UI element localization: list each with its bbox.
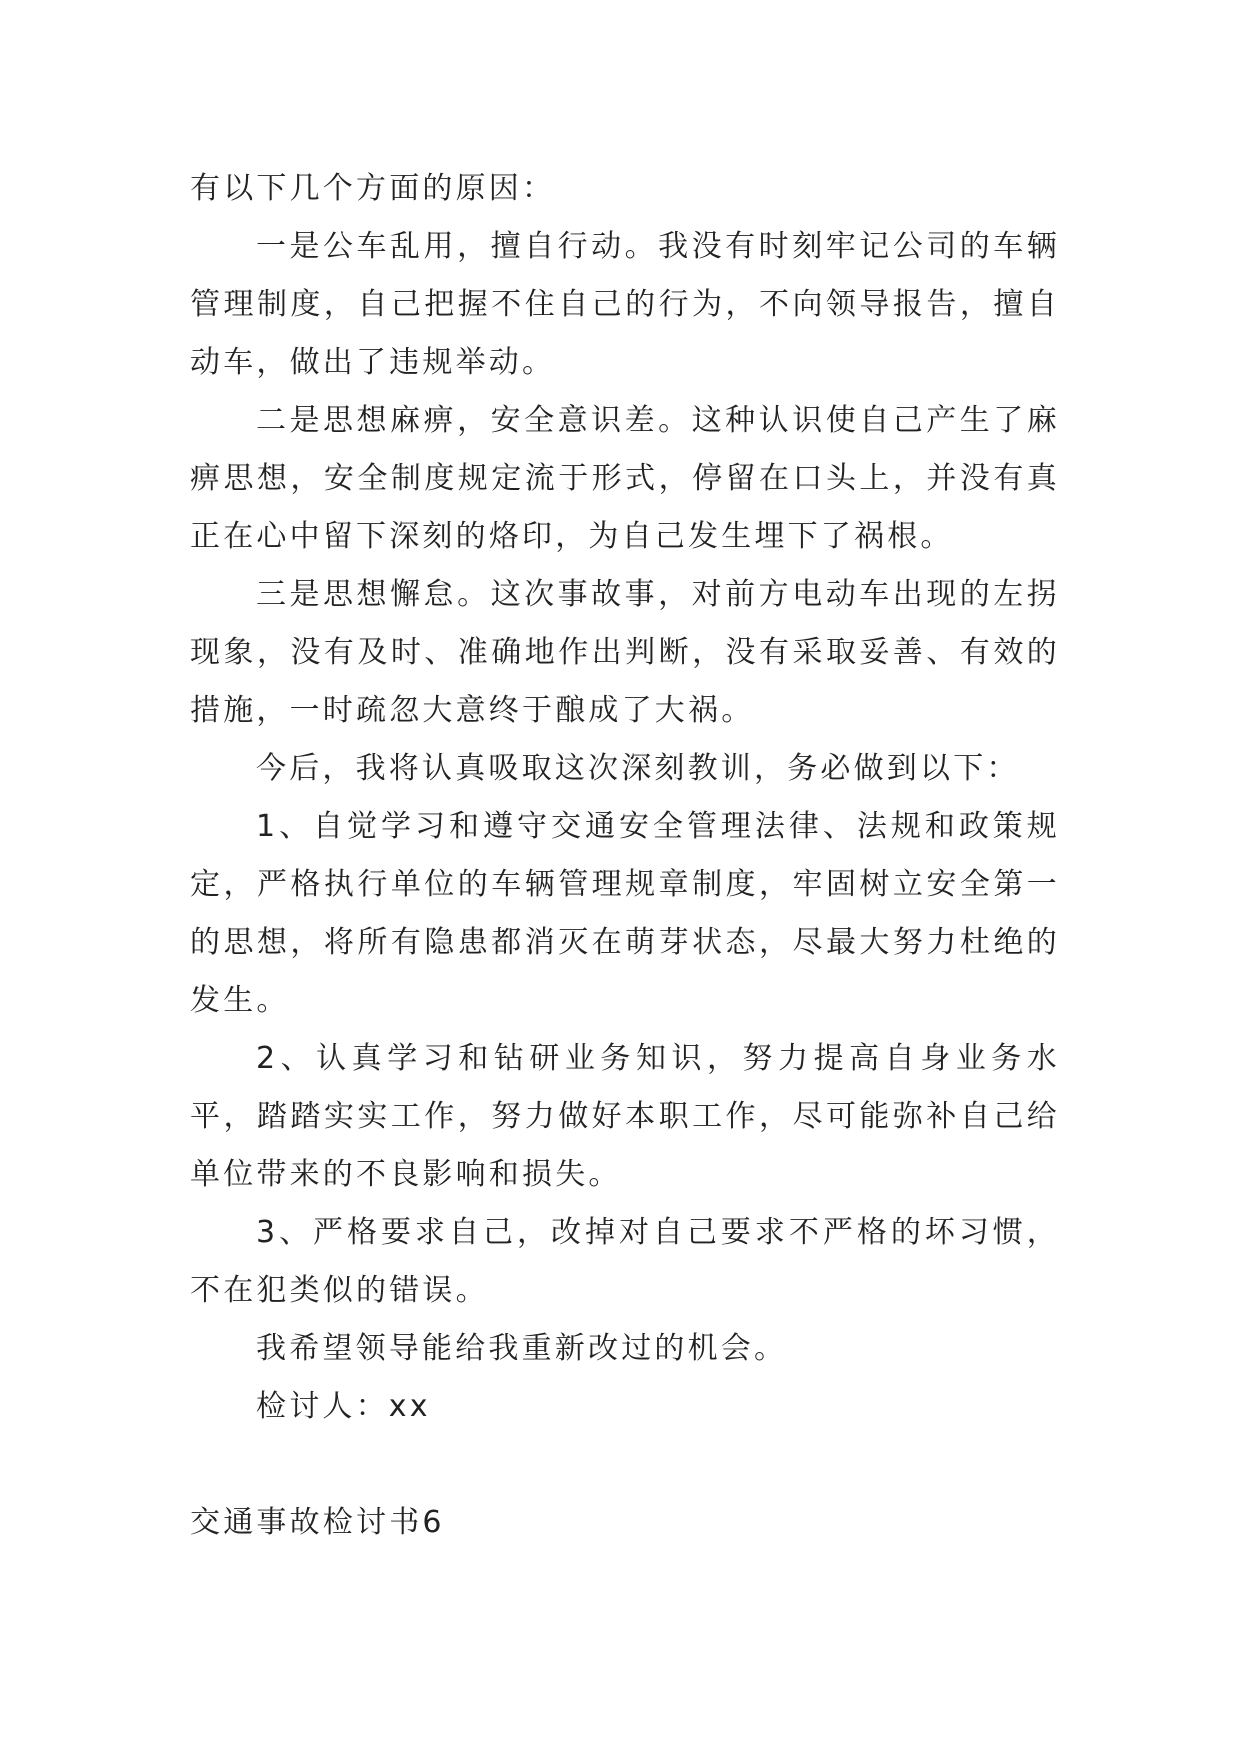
paragraph-reason-three: 三是思想懈怠。这次事故事，对前方电动车出现的左拐现象，没有及时、准确地作出判断，没有采取妥善、有效的措施，一时疏忽大意终于酿成了大祸。	[190, 577, 1060, 728]
paragraph-reason-two: 二是思想麻痹，安全意识差。这种认识使自己产生了麻痹思想，安全制度规定流于形式，停留在口头上，并没有真正在心中留下深刻的烙印，为自己发生埋下了祸根。	[190, 403, 1060, 554]
paragraph-commitment-two: 2、认真学习和钻研业务知识，努力提高自身业务水平，踏踏实实工作，努力做好本职工作，尽可能弥补自己给单位带来的不良影响和损失。	[190, 1041, 1060, 1192]
paragraph-reason-one: 一是公车乱用，擅自行动。我没有时刻牢记公司的车辆管理制度，自己把握不住自己的行为，不向领导报告，擅自动车，做出了违规举动。	[190, 229, 1060, 380]
section-gap	[190, 1436, 1060, 1494]
signature-line: 检讨人：xx	[256, 1389, 431, 1424]
next-section-title: 交通事故检讨书6	[190, 1505, 445, 1540]
paragraph-intro: 有以下几个方面的原因：	[190, 171, 556, 206]
paragraph-commitment-intro: 今后，我将认真吸取这次深刻教训，务必做到以下：	[256, 751, 1020, 786]
paragraph-hope: 我希望领导能给我重新改过的机会。	[256, 1331, 788, 1366]
paragraph-commitment-three: 3、严格要求自己，改掉对自己要求不严格的坏习惯，不在犯类似的错误。	[190, 1215, 1060, 1308]
document-body	[190, 160, 1060, 1552]
paragraph-commitment-one: 1、自觉学习和遵守交通安全管理法律、法规和政策规定，严格执行单位的车辆管理规章制度，牢固树立安全第一的思想，将所有隐患都消灭在萌芽状态，尽最大努力杜绝的发生。	[190, 809, 1060, 1018]
